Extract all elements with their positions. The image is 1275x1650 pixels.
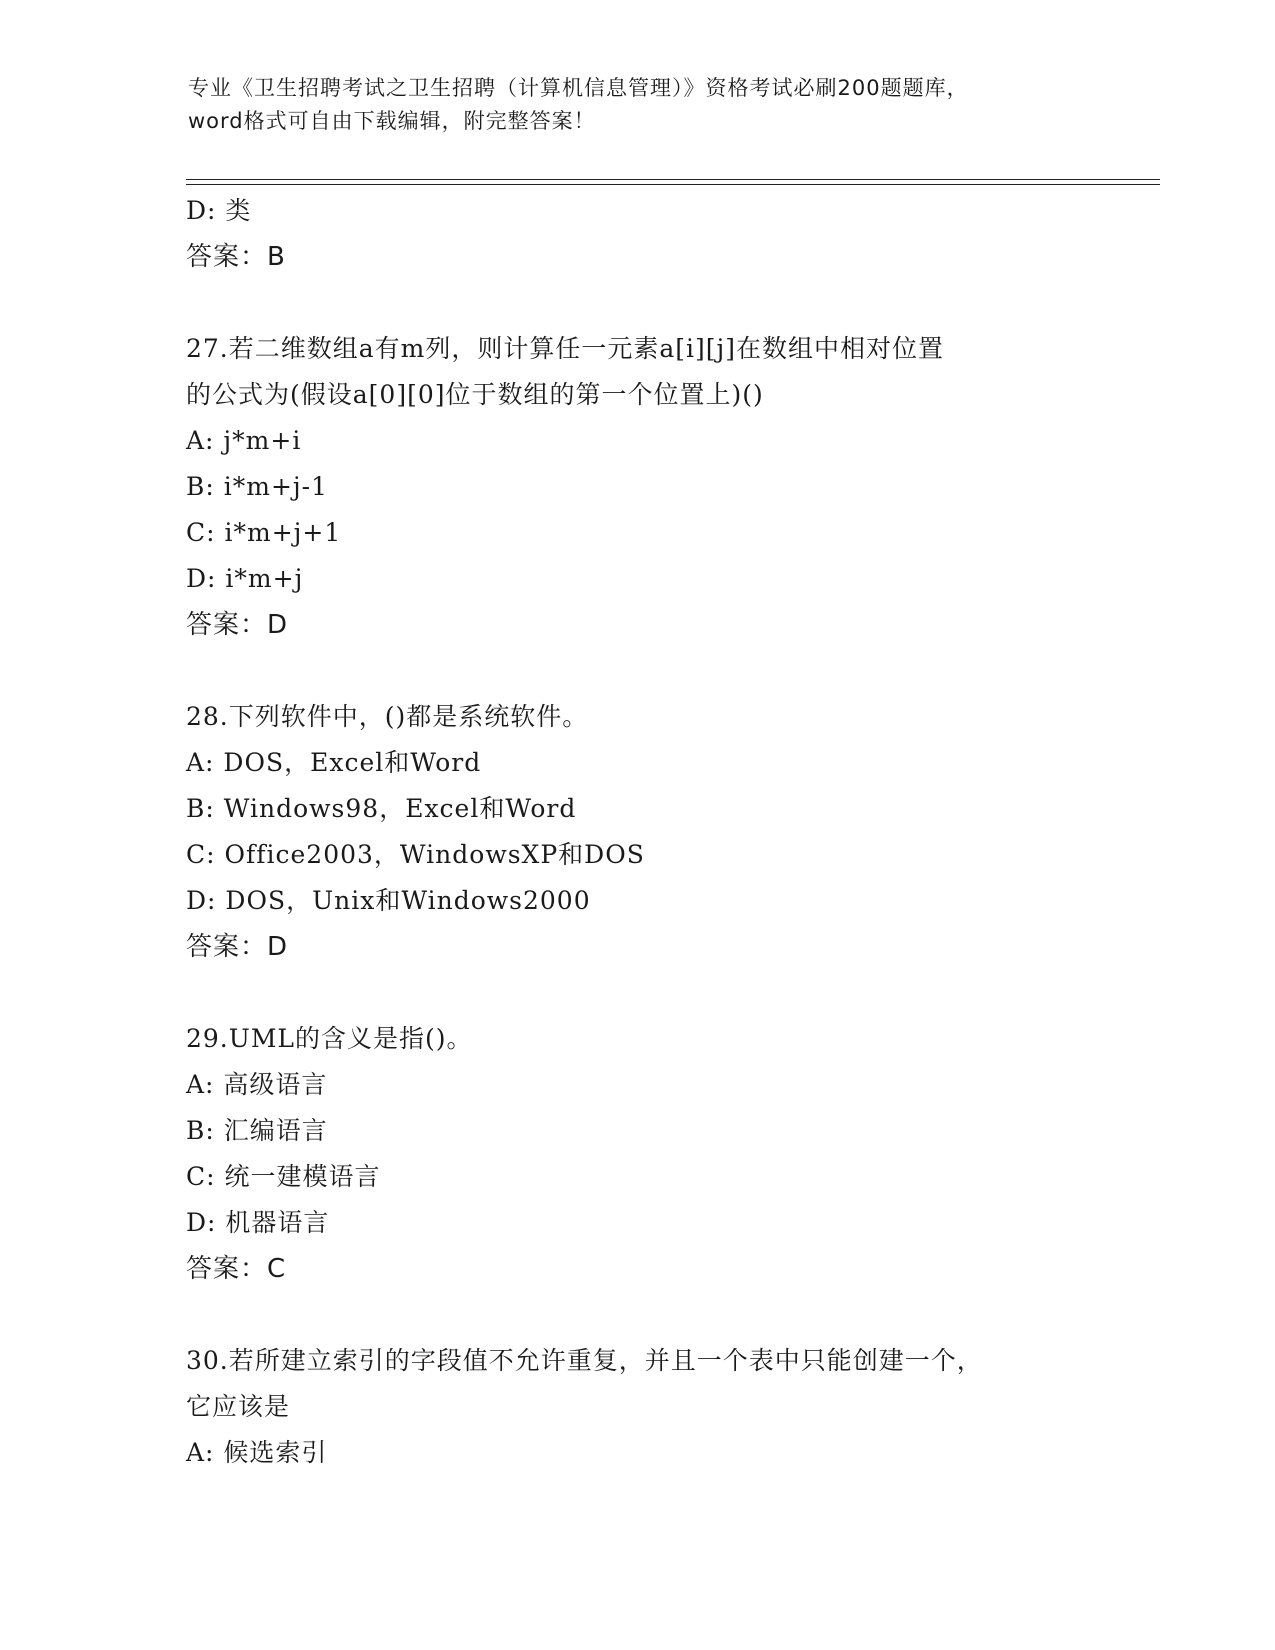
header-divider-bottom [186,184,1160,185]
question-list [186,188,1086,1476]
spacer [186,970,1086,1016]
question-block-29 [186,1016,1086,1292]
spacer [186,648,1086,694]
option-a: A: j*m+i [186,426,302,455]
option-a: A: 候选索引 [186,1438,328,1467]
question-text: 28.下列软件中，()都是系统软件。 [186,702,589,731]
question-text: 29.UML的含义是指()。 [186,1024,473,1053]
option-d: D: i*m+j [186,564,304,593]
answer-line: 答案：C [186,1254,287,1284]
question-block-27 [186,326,1086,648]
option-c: C: Office2003，WindowsXP和DOS [186,840,645,869]
option-b: B: 汇编语言 [186,1116,328,1145]
question-text: 27.若二维数组a有m列，则计算任一元素a[i][j]在数组中相对位置 [186,334,945,363]
question-block-28 [186,694,1086,970]
spacer [186,280,1086,326]
header-line-2: word格式可自由下载编辑，附完整答案！ [188,109,596,133]
question-text: 30.若所建立索引的字段值不允许重复，并且一个表中只能创建一个， [186,1346,983,1375]
answer-line: 答案：D [186,932,289,962]
option-d: D: 机器语言 [186,1208,330,1237]
answer-line: 答案：B [186,242,286,272]
option-a: A: DOS，Excel和Word [186,748,482,777]
option-c: C: i*m+j+1 [186,518,342,547]
question-text-continued: 它应该是 [186,1392,291,1421]
question-text-continued: 的公式为(假设a[0][0]位于数组的第一个位置上)() [186,380,764,409]
question-block-30 [186,1338,1086,1476]
option-c: C: 统一建模语言 [186,1162,381,1191]
page-header [188,72,1088,138]
spacer [186,1292,1086,1338]
option-b: B: i*m+j-1 [186,472,328,501]
question-block-prev [186,188,1086,280]
header-line-1: 专业《卫生招聘考试之卫生招聘（计算机信息管理）》资格考试必刷200题题库， [188,76,969,100]
option-d: D: 类 [186,196,252,225]
option-a: A: 高级语言 [186,1070,328,1099]
option-d: D: DOS，Unix和Windows2000 [186,886,591,915]
option-b: B: Windows98，Excel和Word [186,794,577,823]
answer-line: 答案：D [186,610,289,640]
header-divider-top [186,179,1160,180]
